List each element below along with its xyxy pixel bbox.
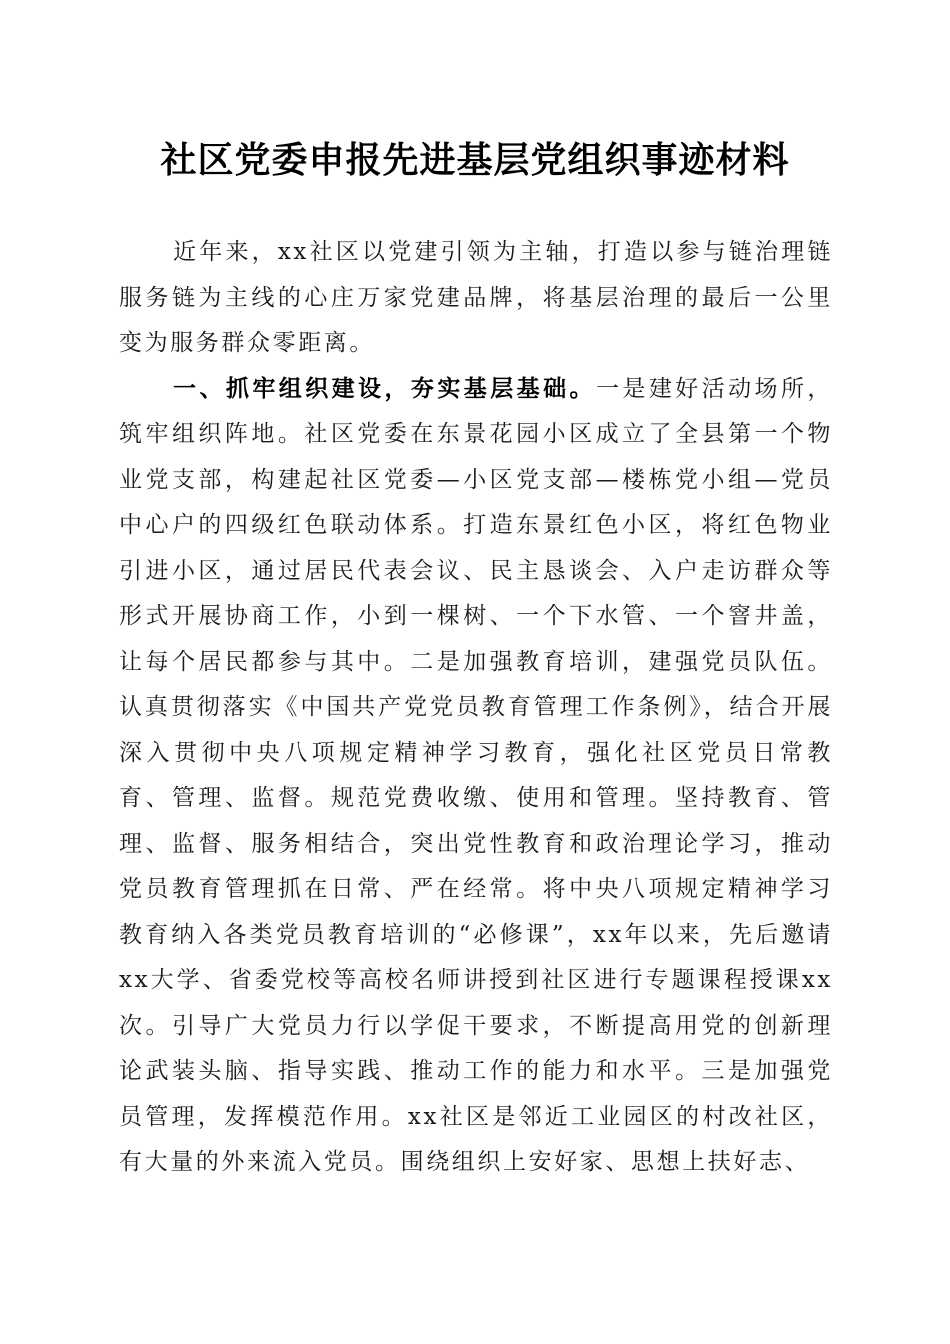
section-1-paragraph	[119, 367, 833, 1186]
document-body	[119, 230, 833, 1186]
intro-paragraph: 近年来，xx社区以党建引领为主轴，打造以参与链治理链服务链为主线的心庄万家党建品牌，将基层治理的最后一公里变为服务群众零距离。	[119, 239, 833, 356]
section-1-body: 一是建好活动场所，筑牢组织阵地。社区党委在东景花园小区成立了全县第一个物业党支部，构建起社区党委—小区党支部—楼栋党小组—党员中心户的四级红色联动体系。打造东景红色小区，将红色物业引进小区，通过居民代表会议、民主恳谈会、入户走访群众等形式开展协商工作，小到一棵树、一个下水管、一个窨井盖，让每个居民都参与其中。二是加强教育培训，建强党员队伍。认真贯彻落实《中国共产党党员教育管理工作条例》，结合开展深入贯彻中央八项规定精神学习教育，强化社区党员日常教育、管理、监督。规范党费收缴、使用和管理。坚持教育、管理、监督、服务相结合，突出党性教育和政治理论学习，推动党员教育管理抓在日常、严在经常。将中央八项规定精神学习教育纳入各类党员教育培训的“必修课”，xx年以来，先后邀请xx大学、省委党校等高校名师讲授到社区进行专题课程授课xx次。引导广大党员力行以学促干要求，不断提高用党的创新理论武装头脑、指导实践、推动工作的能力和水平。三是加强党员管理，发挥模范作用。xx社区是邻近工业园区的村改社区，有大量的外来流入党员。围绕组织上安好家、思想上扶好志、	[119, 375, 833, 1175]
document-title: 社区党委申报先进基层党组织事迹材料	[160, 139, 790, 181]
section-1-heading: 一、抓牢组织建设，夯实基层基础。	[173, 375, 596, 402]
